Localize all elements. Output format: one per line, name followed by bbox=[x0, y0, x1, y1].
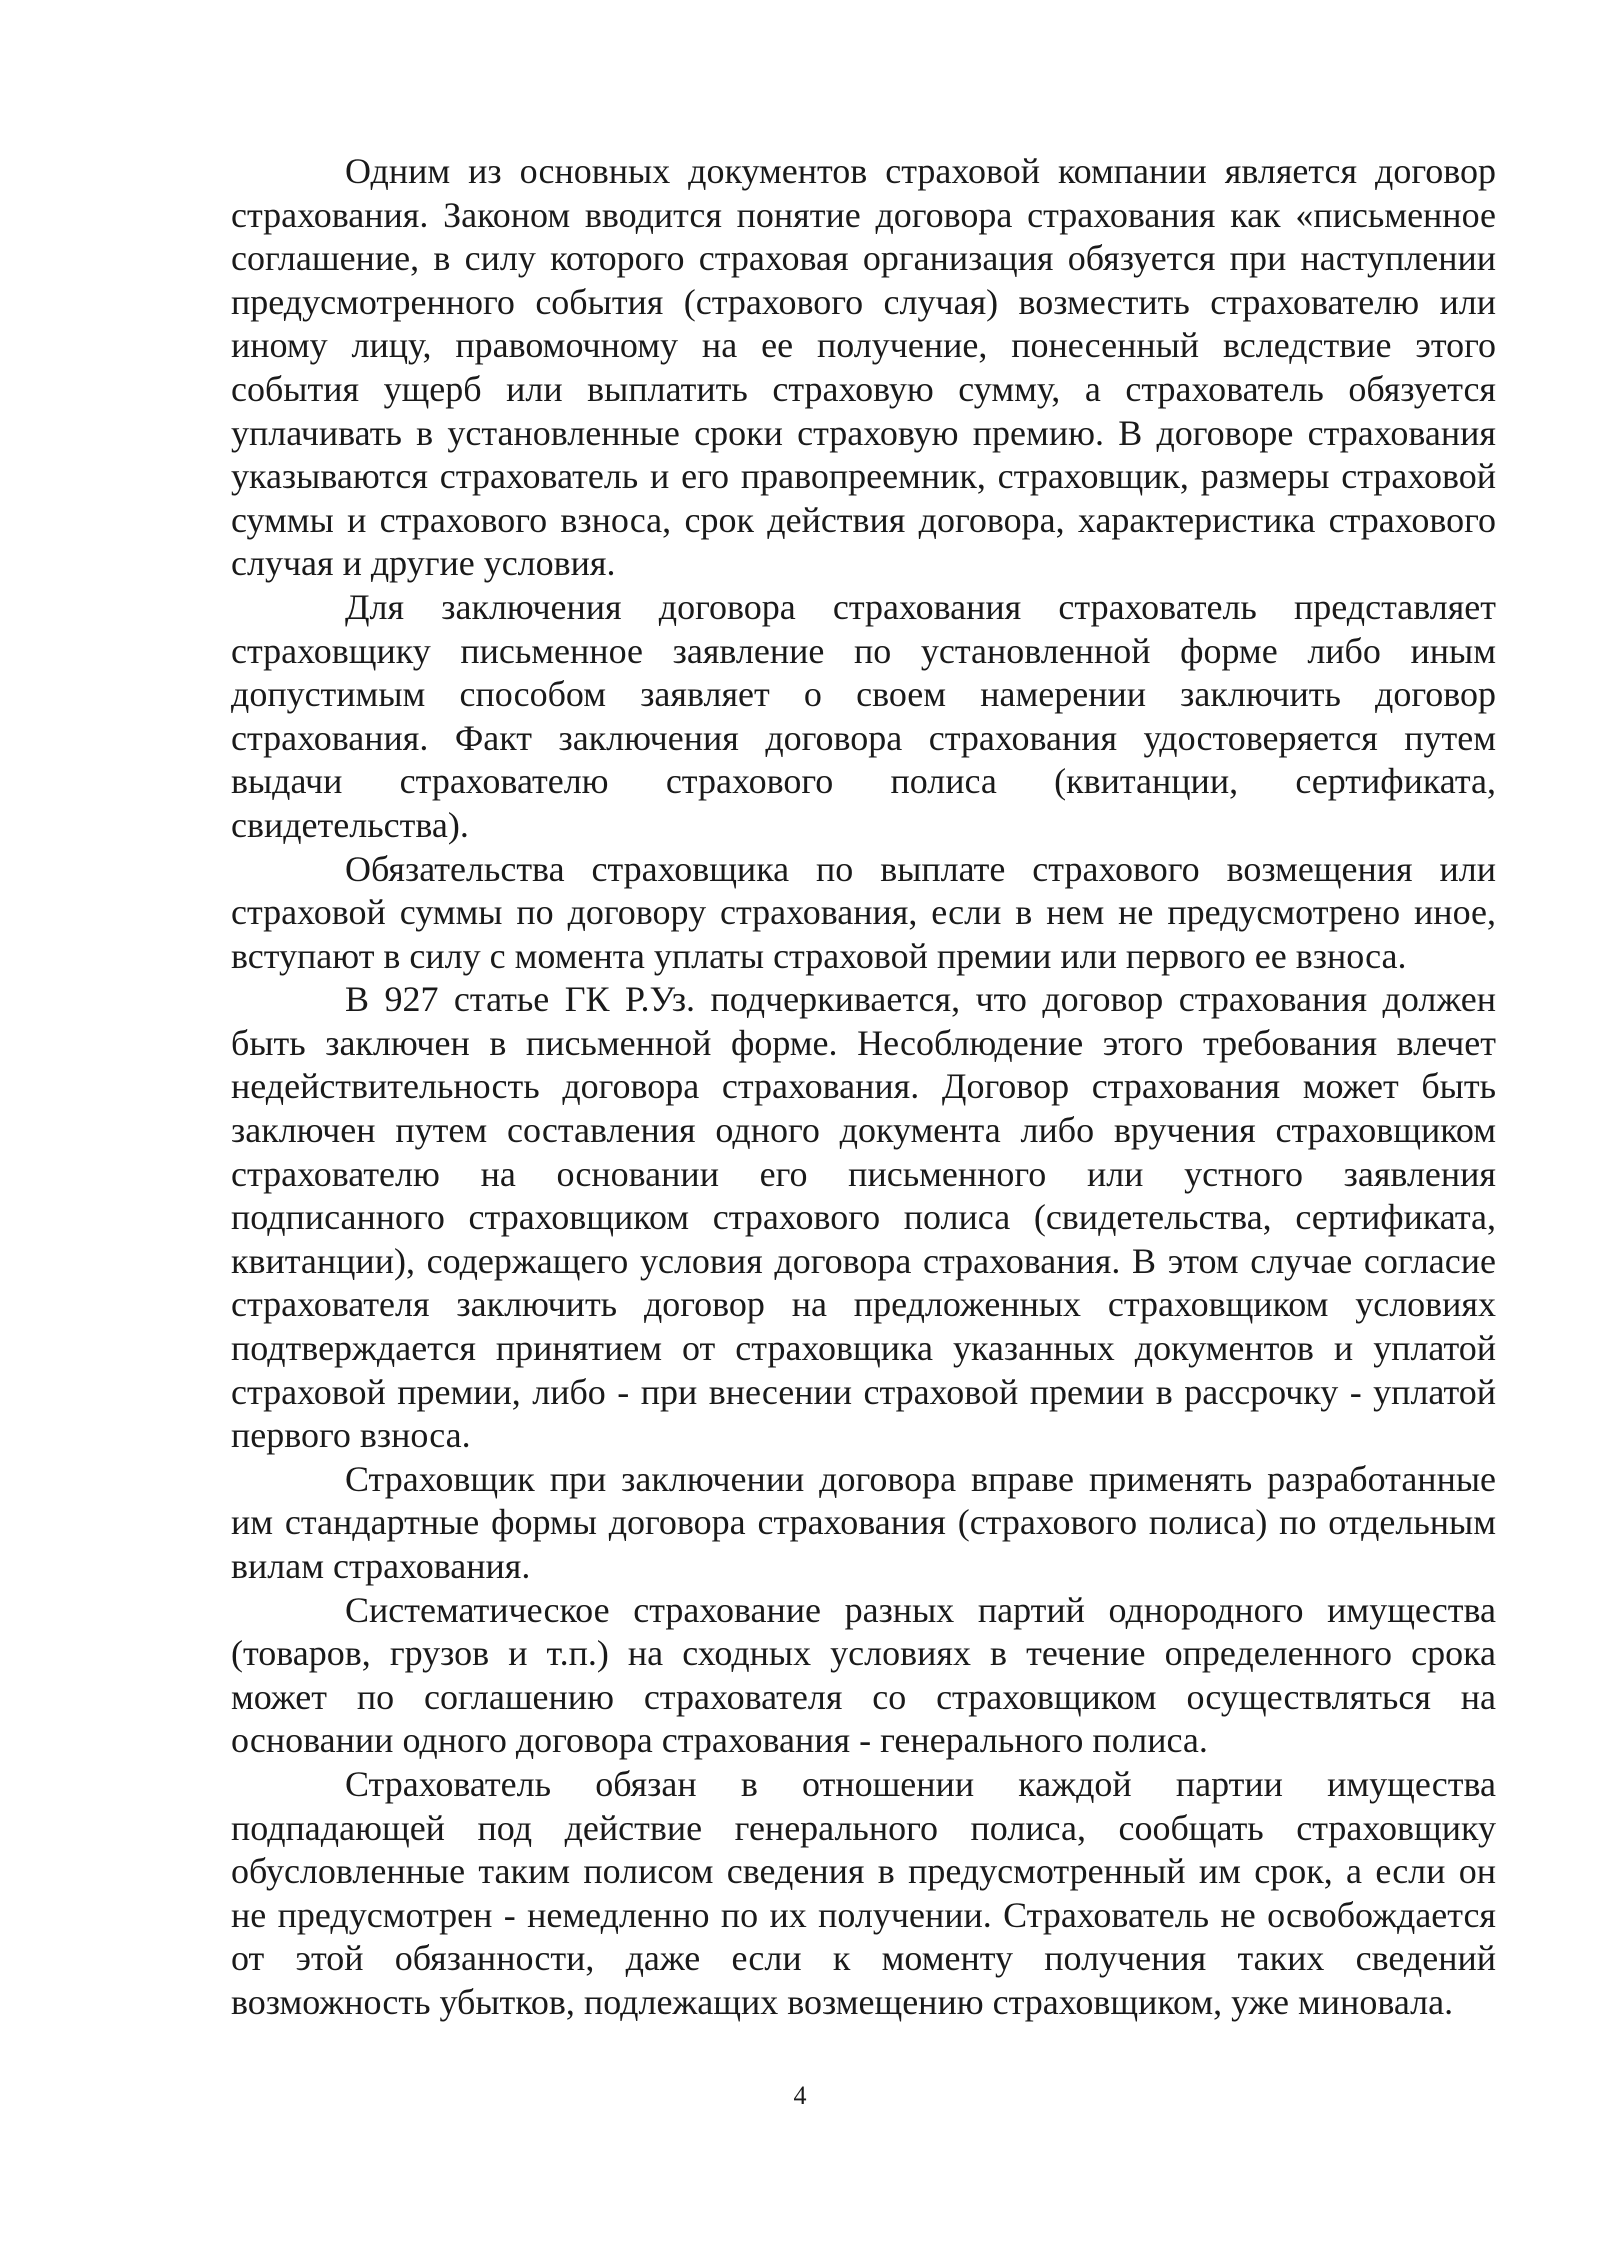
paragraph-article-927: В 927 статье ГК Р.Уз. подчеркивается, что договор страхования должен быть заключен в письменной форме. Несоблюдение этого требования влечет недействительность договора страхования. Договор страхования может быть заключен путем составления одного документа либо вручения страховщиком страхователю на основании его письменного или устного заявления подписанного страховщиком страхового полиса (свидетельства, сертификата, квитанции), содержащего условия договора страхования. В этом случае согласие страхователя заключить договор на предложенных страховщиком условиях подтверждается принятием от страховщика указанных документов и уплатой страховой премии, либо - при внесении страховой премии в рассрочку - уплатой первого взноса. bbox=[231, 979, 1496, 1456]
page-body bbox=[231, 150, 1496, 2025]
paragraph-insurer-obligations: Обязательства страховщика по выплате страхового возмещения или страховой суммы по договору страхования, если в нем не предусмотрено иное, вступают в силу с момента уплаты страховой премии или первого ее взноса. bbox=[231, 848, 1496, 976]
paragraph-general-policy: Систематическое страхование разных партий однородного имущества (товаров, грузов и т.п.) на сходных условиях в течение определенного срока может по соглашению страхователя со страховщиком осуществляться на основании одного договора страхования - генерального полиса. bbox=[231, 1589, 1496, 1761]
paragraph-standard-forms: Страховщик при заключении договора вправе применять разработанные им стандартные формы договора страхования (страхового полиса) по отдельным вилам страхования. bbox=[231, 1458, 1496, 1586]
paragraph-contract-conclusion: Для заключения договора страхования страхователь представляет страховщику письменное заявление по установленной форме либо иным допустимым способом заявляет о своем намерении заключить договор страхования. Факт заключения договора страхования удостоверяется путем выдачи страхователю страхового полиса (квитанции, сертификата, свидетельства). bbox=[231, 586, 1496, 845]
paragraph-insurance-contract-definition: Одним из основных документов страховой компании является договор страхования. Законом вводится понятие договора страхования как «письменное соглашение, в силу которого страховая организация обязуется при наступлении предусмотренного события (страхового случая) возместить страхователю или иному лицу, правомочному на ее получение, понесенный вследствие этого события ущерб или выплатить страховую сумму, а страхователь обязуется уплачивать в установленные сроки страховую премию. В договоре страхования указываются страхователь и его правопреемник, страховщик, размеры страховой суммы и страхового взноса, срок действия договора, характеристика страхового случая и другие условия. bbox=[231, 151, 1496, 584]
page-number: 4 bbox=[793, 2081, 807, 2110]
paragraph-policyholder-duties: Страхователь обязан в отношении каждой партии имущества подпадающей под действие генерального полиса, сообщать страховщику обусловленные таким полисом сведения в предусмотренный им срок, а если он не предусмотрен - немедленно по их получении. Страхователь не освобождается от этой обязанности, даже если к моменту получения таких сведений возможность убытков, подлежащих возмещению страховщиком, уже миновала. bbox=[231, 1763, 1496, 2022]
